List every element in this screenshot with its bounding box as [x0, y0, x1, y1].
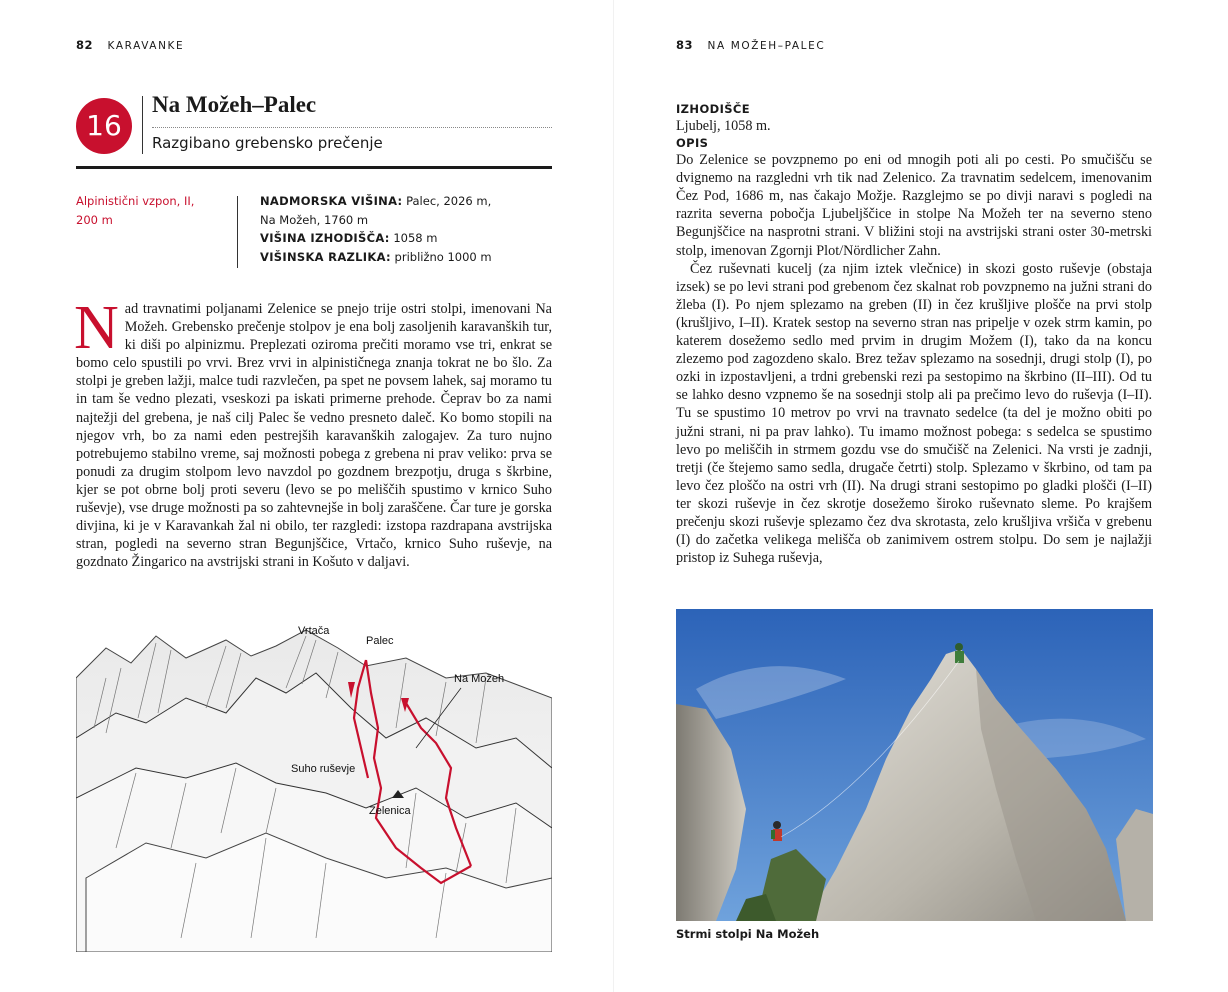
route-facts — [260, 192, 560, 266]
sketch-label-suho-rusevje: Suho ruševje — [291, 763, 356, 775]
fact-elevation-value-1: Palec, 2026 m, — [406, 194, 492, 208]
left-running-head — [76, 38, 184, 52]
right-page-number: 83 — [676, 38, 694, 52]
title-divider — [142, 96, 143, 154]
grade-line-2: 200 m — [76, 213, 113, 227]
route-description — [676, 101, 1152, 567]
fact-start-elevation — [260, 229, 560, 248]
facts-divider — [237, 196, 238, 268]
title-dotted-rule — [152, 127, 552, 128]
fact-elevation-label: NADMORSKA VIŠINA: — [260, 194, 403, 208]
route-sketch — [76, 618, 552, 952]
description-paragraph-1: Do Zelenice se povzpnemo po eni od mnogih poti ali po cesti. Po smučišču se dvignemo na razgledni vrh tik nad Zelenico. Za travnatim sedelcem, imenovanim Čez Pod, 1686 m, nas čakajo Možje. Razglejmo se po divji naravi s pogledi na razrita severna pobočja Ljubeljščice in stolpe Na Možeh ter na severno steno Begunjščice na nasprotni strani. V bližini stoji na avstrijski strani oster 30-metrski stolp, imenovan Zgornji Plot/Nördlicher Zahn. — [676, 152, 1152, 259]
drop-cap: N — [74, 294, 119, 362]
fact-height-difference-value: približno 1000 m — [394, 249, 492, 264]
start-point-text: Ljubelj, 1058 m. — [676, 118, 771, 134]
route-title: Na Možeh–Palec — [152, 92, 317, 117]
fact-elevation — [260, 192, 560, 211]
start-point-heading: IZHODIŠČE — [676, 102, 751, 116]
left-page-number: 82 — [76, 38, 94, 52]
fact-start-elevation-value: 1058 m — [393, 231, 438, 245]
route-grade — [76, 192, 226, 230]
intro-paragraph — [74, 294, 552, 571]
fact-height-difference-label: VIŠINSKA RAZLIKA: — [260, 249, 391, 264]
sketch-label-palec: Palec — [366, 635, 394, 647]
sketch-label-vrtaca: Vrtača — [298, 625, 330, 637]
intro-text: ad travnatimi poljanami Zelenice se pnejo trije ostri stolpi, imenovani Na Možeh. Grebensko prečenje stolpov je ena bolj zasoljenih karavanških tur, ki diši po alpinizmu. Preplezati oziroma prečiti moramo vse tri, enkrat se bomo celo spustili po vrvi. Brez vrvi in alpinističnega znanja tokrat ne bo šlo. Za stolpi je greben lažji, malce tudi razvlečen, pa spet ne povsem lahek, saj moramo tu in tam še vedno plezati, vseskozi pa iskati primerne prehode. Čeprav bo za nami najtežji del grebena, je naš cilj Palec še vedno presneto daleč. Ko bomo stopili na njegov vrh, bo za nami eden pestrejših karavanških zalogajev. Za turo nujno potrebujemo stabilno vreme, saj možnosti pobega z grebena ni prav veliko: prva se ponudi za drugim stolpom levo navzdol po gozdnem brezpotju, druga s škrbine, kjer se pot obrne bolj proti severu (levo se po meliščih spustimo v krnico Suho ruševje), vse druge možnosti pa so zahtevnejše in bolj zaraščene. Čar ture je gorska divjina, ki je v Karavankah žal ni obilo, ter razgledi: izstopa razdrapana avstrijska stran, pogledi na severno stran Begunjščice, Vrtačo, krnico Suho ruševje, na gozdnato Žingarico na avstrijski strani in Košuto v daljavi. — [76, 301, 552, 571]
header-rule — [76, 166, 552, 169]
route-subtitle: Razgibano grebensko prečenje — [152, 134, 383, 152]
fact-height-difference — [260, 248, 560, 267]
route-photo — [676, 609, 1153, 921]
left-running-title: KARAVANKE — [107, 40, 185, 52]
sketch-label-na-mozeh: Na Možeh — [454, 673, 505, 685]
right-running-title: NA MOŽEH–PALEC — [707, 40, 826, 52]
route-number-badge: 16 — [76, 98, 132, 154]
description-paragraph-2: Čez ruševnati kucelj (za njim iztek vlečnice) in skozi gosto ruševje (obstaja izsek) se po levi strani pod grebenom čez skalnat rob povzpnemo na južni strani do žleba (I). Po njem splezamo na greben (II) in čez krušljive plošče na prvi stolp (krušljivo, I–II). Kratek sestop na severno stran nas pripelje v ozek strm kamin, po katerem dosežemo sedlo med prvim in drugim Možem (I), tako da na koncu zlezemo pod zagozdeno skalo. Brez težav splezamo na sosednji, drugi stolp (I), po ozki in izpostavljeni, a trdni grebenski rezi pa sestopimo na škrbino (II–III). Od tu se lahko desno vzpnemo še na sosednji stolp ali pa prečimo levo do ruševja (I–II). Tu se spustimo 10 metrov po vrvi na travnato sedelce (ta del je možno obiti po južni strani, ni pa prav lahko). Tu imamo možnost pobega: s sedelca se spustimo levo po meliščih in strmem gozdu vse do smučišč na Zelenici. Na vrsti je zadnji, tretji (če štejemo samo sedla, drugače četrti) stolp. Splezamo v škrbino, od tam pa levo čez ploščo na ostri vrh (II). Na drugi strani sestopimo po gladki plošči (I–II) ter skozi ruševje in čez skrotje dosežemo široko ruševnato sleme. Po krajšem prečenju skozi ruševje splezamo čez dva skrotasta, zelo krušljiva vršiča v grebenu (I) do začetka velikega melišča ob zanimivem ostrem stolpu. Do sem je najlažji pristop iz Suhega ruševja, — [676, 260, 1152, 567]
grade-line-1: Alpinistični vzpon, II, — [76, 194, 195, 208]
fact-start-elevation-label: VIŠINA IZHODIŠČA: — [260, 231, 390, 245]
right-running-head — [676, 38, 825, 52]
sketch-label-zelenica: Zelenica — [369, 805, 411, 817]
photo-caption: Strmi stolpi Na Možeh — [676, 927, 820, 941]
fact-elevation-value-2: Na Možeh, 1760 m — [260, 212, 369, 227]
description-heading: OPIS — [676, 136, 709, 151]
